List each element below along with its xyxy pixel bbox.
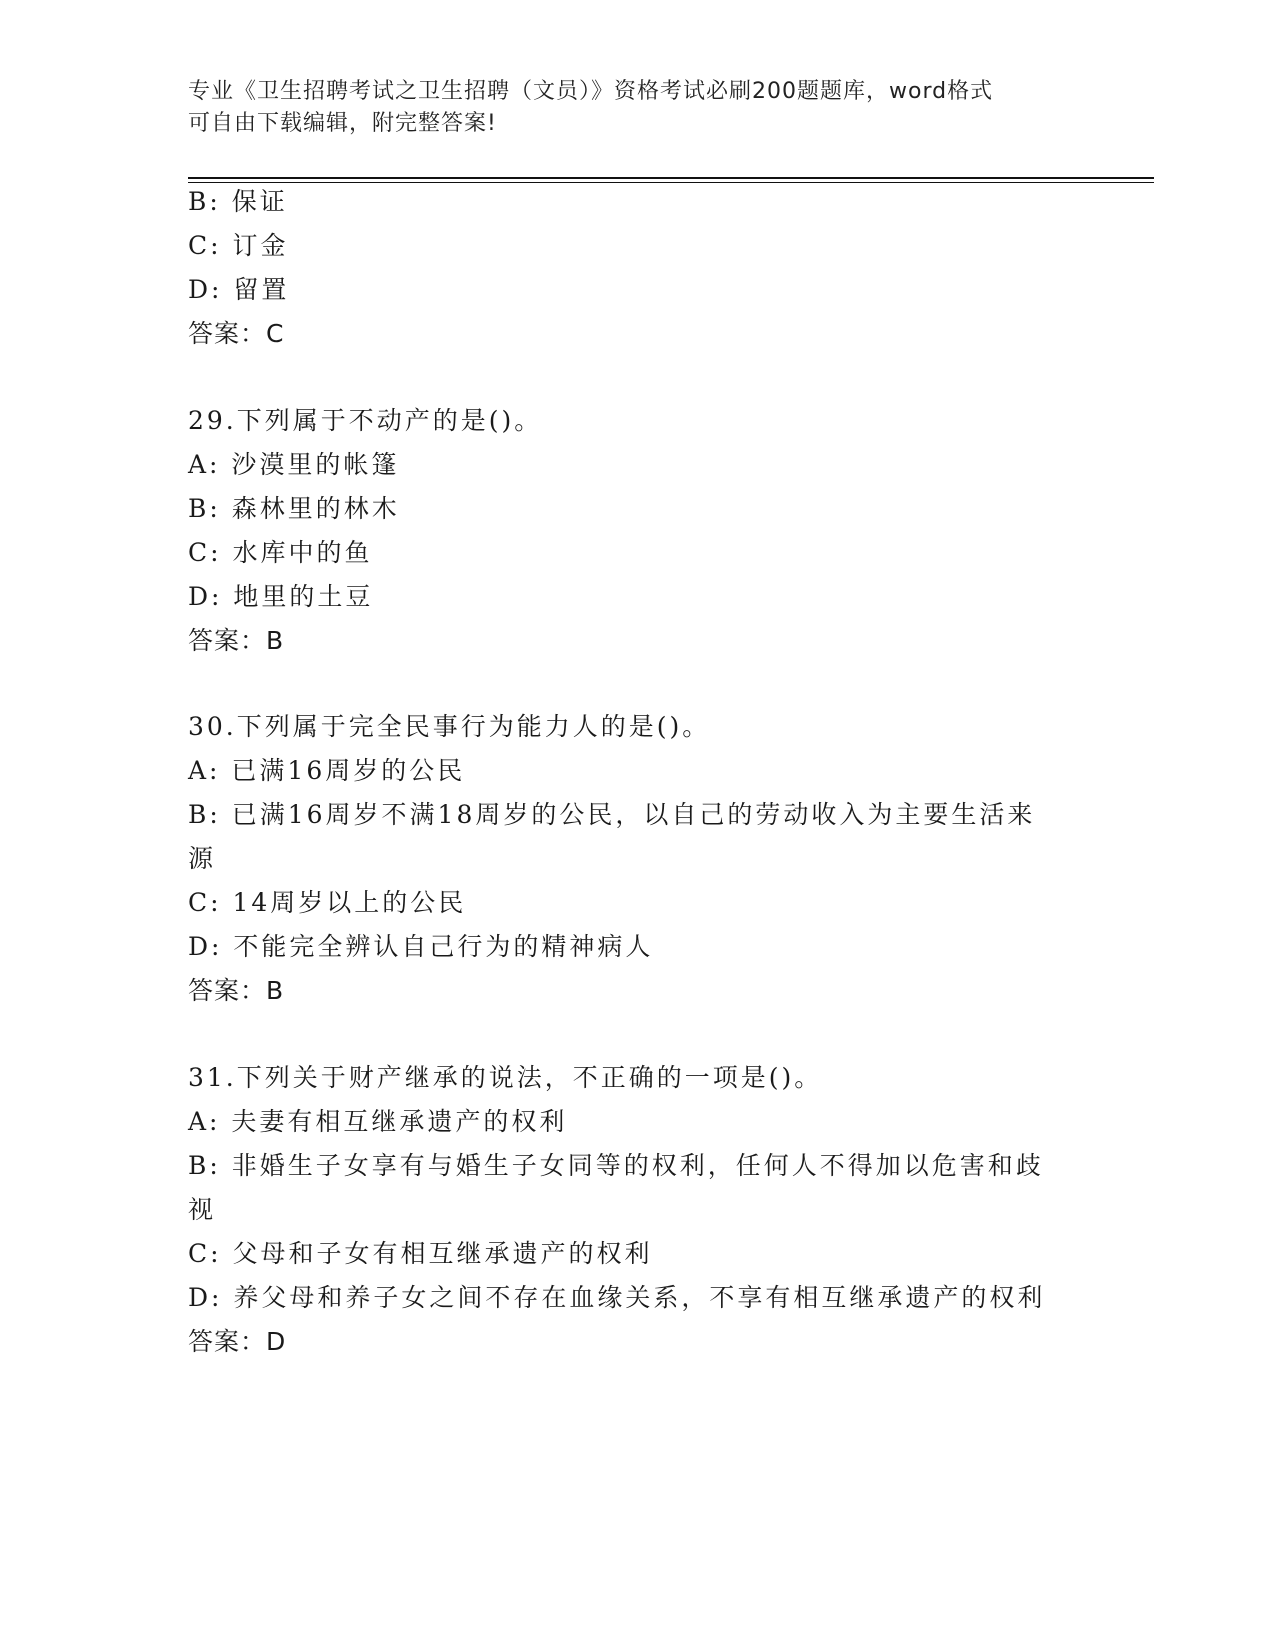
option-b-continued: 源 — [188, 844, 217, 873]
option-b: B: 保证 — [188, 187, 288, 216]
document-header — [188, 76, 1068, 140]
header-divider-thin — [188, 182, 1154, 183]
option-c: C: 订金 — [188, 231, 289, 260]
answer-line: 答案：D — [188, 1327, 287, 1356]
option-b-continued: 视 — [188, 1195, 217, 1224]
option-b: B: 森林里的林木 — [188, 494, 400, 523]
header-line-2: 可自由下载编辑，附完整答案! — [188, 111, 497, 136]
question-stem: 29.下列属于不动产的是()。 — [188, 406, 543, 435]
option-d: D: 地里的土豆 — [188, 582, 374, 611]
option-c: C: 父母和子女有相互继承遗产的权利 — [188, 1239, 653, 1268]
option-b: B: 非婚生子女享有与婚生子女同等的权利，任何人不得加以危害和歧 — [188, 1151, 1044, 1180]
option-c: C: 14周岁以上的公民 — [188, 888, 467, 917]
answer-line: 答案：B — [188, 626, 285, 655]
header-line-1: 专业《卫生招聘考试之卫生招聘（文员）》资格考试必刷200题题库，word格式 — [188, 79, 994, 104]
option-d: D: 不能完全辨认自己行为的精神病人 — [188, 932, 654, 961]
option-b: B: 已满16周岁不满18周岁的公民，以自己的劳动收入为主要生活来 — [188, 800, 1036, 829]
option-c: C: 水库中的鱼 — [188, 538, 373, 567]
option-a: A: 已满16周岁的公民 — [188, 756, 466, 785]
question-stem: 31.下列关于财产继承的说法，不正确的一项是()。 — [188, 1063, 823, 1092]
option-a: A: 沙漠里的帐篷 — [188, 450, 400, 479]
option-d: D: 留置 — [188, 275, 290, 304]
option-a: A: 夫妻有相互继承遗产的权利 — [188, 1107, 568, 1136]
question-stem: 30.下列属于完全民事行为能力人的是()。 — [188, 712, 711, 741]
header-divider-thick — [188, 177, 1154, 179]
answer-line: 答案：C — [188, 319, 285, 348]
answer-line: 答案：B — [188, 976, 285, 1005]
option-d: D: 养父母和养子女之间不存在血缘关系，不享有相互继承遗产的权利 — [188, 1283, 1046, 1312]
